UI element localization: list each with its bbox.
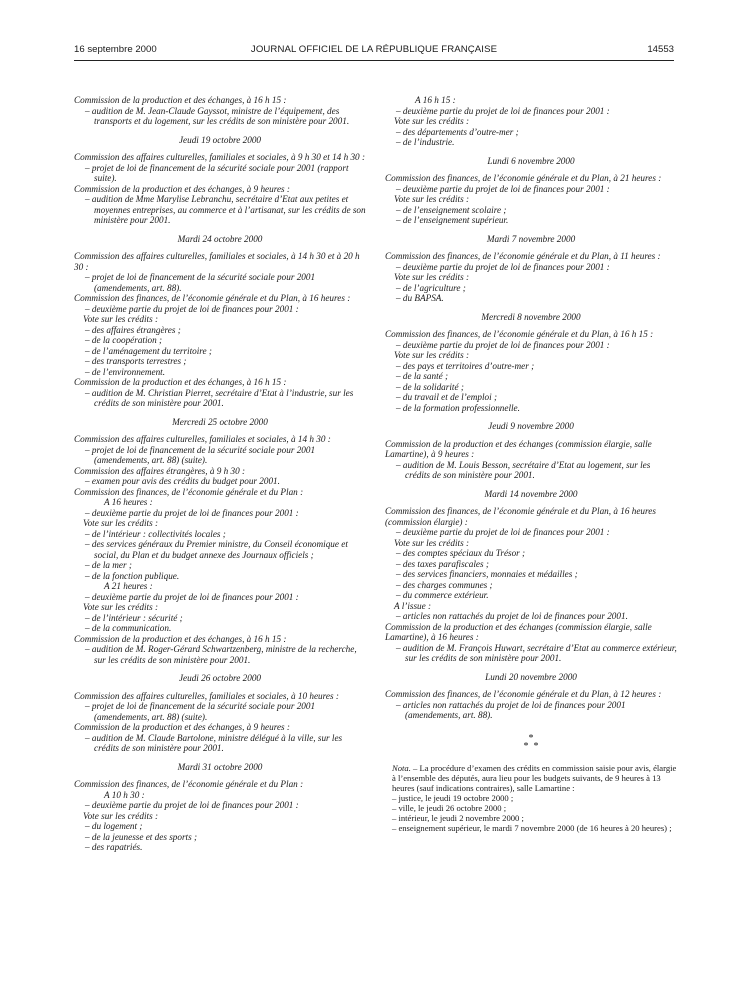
commission-entry: Commission des finances, de l’économie générale et du Plan : bbox=[74, 779, 304, 789]
agenda-item: – de la coopération ; bbox=[85, 335, 163, 345]
agenda-item: – des comptes spéciaux du Trésor ; bbox=[396, 548, 526, 558]
date-heading: Mardi 31 octobre 2000 bbox=[177, 761, 263, 772]
agenda-item: – audition de Mme Marylise Lebranchu, secrétaire d’Etat aux petites et moyennes entreprises, au commerce et à l’artisanat, sur les crédits de son ministère pour 2001. bbox=[85, 194, 366, 225]
date-heading: Mardi 14 novembre 2000 bbox=[484, 488, 578, 499]
commission-entry: Commission de la production et des échanges, à 16 h 15 : bbox=[74, 95, 287, 105]
right-column bbox=[385, 95, 677, 833]
agenda-item: – des pays et territoires d’outre-mer ; bbox=[396, 360, 535, 371]
agenda-item: – de la mer ; bbox=[85, 560, 132, 570]
agenda-item: – des charges communes ; bbox=[396, 579, 493, 590]
agenda-item: – des départements d’outre-mer ; bbox=[396, 126, 519, 137]
agenda-item: – deuxième partie du projet de loi de finances pour 2001 : bbox=[396, 339, 610, 350]
right-column-items bbox=[385, 95, 677, 721]
agenda-item: – du travail et de l’emploi ; bbox=[396, 392, 498, 402]
commission-entry: Commission des affaires culturelles, familiales et sociales, à 10 heures : bbox=[74, 690, 339, 701]
agenda-item: – articles non rattachés du projet de loi de finances pour 2001. bbox=[396, 611, 628, 621]
time-line: A 16 h 15 : bbox=[415, 95, 456, 105]
agenda-item: – des transports terrestres ; bbox=[85, 356, 187, 366]
page-number: 14553 bbox=[647, 44, 674, 55]
agenda-item: – de l’enseignement scolaire ; bbox=[396, 204, 507, 215]
agenda-item: – de la formation professionnelle. bbox=[396, 402, 520, 413]
vote-line: Vote sur les crédits : bbox=[394, 537, 470, 548]
commission-entry: Commission des finances, de l’économie générale et du Plan, à 21 heures : bbox=[385, 173, 662, 183]
date-heading: Lundi 6 novembre 2000 bbox=[487, 155, 575, 166]
commission-entry: Commission des affaires culturelles, familiales et sociales, à 9 h 30 et 14 h 30 : bbox=[74, 152, 365, 162]
agenda-item: – audition de M. Louis Besson, secrétaire d’Etat au logement, sur les crédits de son ministère pour 2001. bbox=[396, 459, 651, 480]
agenda-item: – de l’intérieur : collectivités locales ; bbox=[85, 528, 226, 539]
date-heading: Mardi 24 octobre 2000 bbox=[177, 233, 263, 244]
header-rule bbox=[74, 60, 674, 61]
vote-line: Vote sur les crédits : bbox=[394, 194, 470, 204]
vote-line: Vote sur les crédits : bbox=[83, 518, 159, 528]
agenda-item: – projet de loi de financement de la sécurité sociale pour 2001 (amendements, art. 88) (suite). bbox=[85, 701, 316, 722]
commission-entry: Commission de la production et des échanges (commission élargie, salle Lamartine), à 16 heures : bbox=[385, 621, 652, 642]
agenda-item: – audition de M. Jean-Claude Gayssot, ministre de l’équipement, des transports et du logement, sur les crédits de son ministère pour 2001. bbox=[85, 105, 350, 126]
nota-item: – justice, le jeudi 19 octobre 2000 ; bbox=[392, 792, 514, 803]
agenda-item: – de l’environnement. bbox=[85, 366, 166, 377]
commission-entry: Commission de la production et des échanges, à 9 heures : bbox=[74, 183, 290, 194]
agenda-item: – articles non rattachés du projet de loi de finances pour 2001 (amendements, art. 88). bbox=[396, 699, 626, 720]
nota-paragraph bbox=[385, 763, 677, 793]
agenda-item: – de la solidarité ; bbox=[396, 381, 464, 392]
left-column bbox=[74, 95, 366, 853]
journal-title: JOURNAL OFFICIEL DE LA RÉPUBLIQUE FRANÇAISE bbox=[250, 44, 498, 55]
commission-entry: Commission des affaires culturelles, familiales et sociales, à 14 h 30 : bbox=[74, 434, 331, 444]
vote-line: Vote sur les crédits : bbox=[83, 602, 159, 612]
date-heading: Jeudi 26 octobre 2000 bbox=[178, 673, 262, 683]
agenda-item: – audition de M. François Huwart, secrétaire d’Etat au commerce extérieur, sur les crédits de son ministère pour 2001. bbox=[396, 642, 677, 663]
agenda-item: – projet de loi de financement de la sécurité sociale pour 2001 (amendements, art. 88) (suite). bbox=[85, 444, 316, 465]
agenda-item: – projet de loi de financement de la sécurité sociale pour 2001 (rapport suite). bbox=[85, 162, 349, 183]
separator-asterisks: * * * bbox=[523, 732, 539, 752]
date-heading: Mercredi 25 octobre 2000 bbox=[172, 416, 268, 427]
agenda-item: – du BAPSA. bbox=[396, 293, 444, 303]
agenda-item: – des affaires étrangères ; bbox=[85, 324, 181, 335]
agenda-item: – du logement ; bbox=[85, 821, 143, 831]
vote-line: A l’issue : bbox=[394, 600, 432, 611]
commission-entry: Commission de la production et des échanges, à 16 h 15 : bbox=[74, 633, 287, 644]
agenda-item: – deuxième partie du projet de loi de finances pour 2001 : bbox=[85, 591, 299, 602]
vote-line: Vote sur les crédits : bbox=[394, 116, 470, 126]
header-date: 16 septembre 2000 bbox=[74, 44, 157, 55]
agenda-item: – de la fonction publique. bbox=[85, 570, 180, 581]
commission-entry: Commission des finances, de l’économie générale et du Plan, à 16 heures (commission élargie) : bbox=[385, 506, 656, 527]
agenda-item: – deuxième partie du projet de loi de finances pour 2001 : bbox=[396, 105, 610, 116]
agenda-item: – de l’agriculture ; bbox=[396, 282, 466, 293]
agenda-item: – des taxes parafiscales ; bbox=[396, 558, 489, 569]
date-heading: Mardi 7 novembre 2000 bbox=[486, 233, 576, 244]
agenda-item: – deuxième partie du projet de loi de finances pour 2001 : bbox=[396, 261, 610, 272]
page-header bbox=[74, 44, 674, 58]
nota-label: Nota. bbox=[392, 762, 411, 773]
agenda-item: – deuxième partie du projet de loi de finances pour 2001 : bbox=[396, 183, 610, 194]
commission-entry: Commission de la production et des échanges, à 9 heures : bbox=[74, 722, 290, 732]
nota-item: – ville, le jeudi 26 octobre 2000 ; bbox=[392, 802, 507, 813]
agenda-item: – deuxième partie du projet de loi de finances pour 2001 : bbox=[85, 303, 299, 314]
agenda-item: – deuxième partie du projet de loi de finances pour 2001 : bbox=[85, 507, 299, 518]
nota-item: – enseignement supérieur, le mardi 7 novembre 2000 (de 16 heures à 20 heures) ; bbox=[392, 822, 672, 833]
agenda-item: – des rapatriés. bbox=[85, 842, 143, 852]
agenda-item: – de l’industrie. bbox=[396, 137, 455, 147]
agenda-item: – de l’intérieur : sécurité ; bbox=[85, 612, 183, 623]
commission-entry: Commission des affaires culturelles, familiales et sociales, à 14 h 30 et à 20 h 30 : bbox=[74, 251, 360, 272]
agenda-item: – des services financiers, monnaies et médailles ; bbox=[396, 569, 578, 579]
agenda-item: – audition de M. Roger-Gérard Schwartzenberg, ministre de la recherche, sur les crédits de son ministère pour 2001. bbox=[85, 644, 357, 665]
agenda-item: – projet de loi de financement de la sécurité sociale pour 2001 (amendements, art. 88). bbox=[85, 272, 316, 293]
time-line: A 21 heures : bbox=[104, 581, 153, 591]
agenda-item: – deuxième partie du projet de loi de finances pour 2001 : bbox=[85, 800, 299, 810]
agenda-item: – de l’enseignement supérieur. bbox=[396, 215, 509, 225]
commission-entry: Commission des finances, de l’économie générale et du Plan, à 12 heures : bbox=[385, 689, 662, 699]
agenda-item: – de la jeunesse et des sports ; bbox=[85, 831, 198, 842]
commission-entry: Commission des finances, de l’économie générale et du Plan : bbox=[74, 486, 304, 497]
agenda-item: – examen pour avis des crédits du budget pour 2001. bbox=[85, 476, 280, 486]
agenda-item: – du commerce extérieur. bbox=[396, 590, 489, 600]
date-heading: Jeudi 19 octobre 2000 bbox=[178, 134, 262, 145]
nota-text: – La procédure d’examen des crédits en commission saisie pour avis, élargie à l’ensemble des députés, aura lieu pour les budgets suivants, de 9 heures à 13 heures (sauf indications contraires), salle Lamartine : bbox=[392, 762, 677, 793]
agenda-item: – audition de M. Christian Pierret, secrétaire d’Etat à l’industrie, sur les crédits de son ministère pour 2001. bbox=[85, 387, 354, 408]
vote-line: Vote sur les crédits : bbox=[83, 810, 159, 821]
commission-entry: Commission des finances, de l’économie générale et du Plan, à 16 h 15 : bbox=[385, 329, 654, 339]
agenda-item: – de l’aménagement du territoire ; bbox=[85, 345, 212, 356]
commission-entry: Commission des affaires étrangères, à 9 h 30 : bbox=[74, 465, 246, 476]
agenda-item: – deuxième partie du projet de loi de finances pour 2001 : bbox=[396, 527, 610, 537]
commission-entry: Commission des finances, de l’économie générale et du Plan, à 16 heures : bbox=[74, 293, 351, 303]
vote-line: Vote sur les crédits : bbox=[394, 272, 470, 282]
commission-entry: Commission de la production et des échanges, à 16 h 15 : bbox=[74, 377, 287, 387]
nota-item: – intérieur, le jeudi 2 novembre 2000 ; bbox=[392, 812, 524, 823]
agenda-item: – de la santé ; bbox=[396, 371, 449, 381]
date-heading: Jeudi 9 novembre 2000 bbox=[488, 421, 574, 431]
agenda-item: – des services généraux du Premier ministre, du Conseil économique et social, du Plan et du budget annexe des Journaux officiels ; bbox=[85, 539, 348, 560]
vote-line: Vote sur les crédits : bbox=[83, 314, 159, 324]
commission-entry: Commission des finances, de l’économie générale et du Plan, à 11 heures : bbox=[385, 251, 661, 261]
time-line: A 16 heures : bbox=[104, 497, 153, 507]
date-heading: Lundi 20 novembre 2000 bbox=[485, 671, 577, 682]
time-line: A 10 h 30 : bbox=[104, 789, 145, 800]
commission-entry: Commission de la production et des échanges (commission élargie, salle Lamartine), à 9 heures : bbox=[385, 438, 652, 459]
agenda-item: – de la communication. bbox=[85, 623, 172, 633]
vote-line: Vote sur les crédits : bbox=[394, 350, 470, 360]
date-heading: Mercredi 8 novembre 2000 bbox=[481, 311, 581, 322]
agenda-item: – audition de M. Claude Bartolone, ministre délégué à la ville, sur les crédits de son ministère pour 2001. bbox=[85, 732, 343, 753]
